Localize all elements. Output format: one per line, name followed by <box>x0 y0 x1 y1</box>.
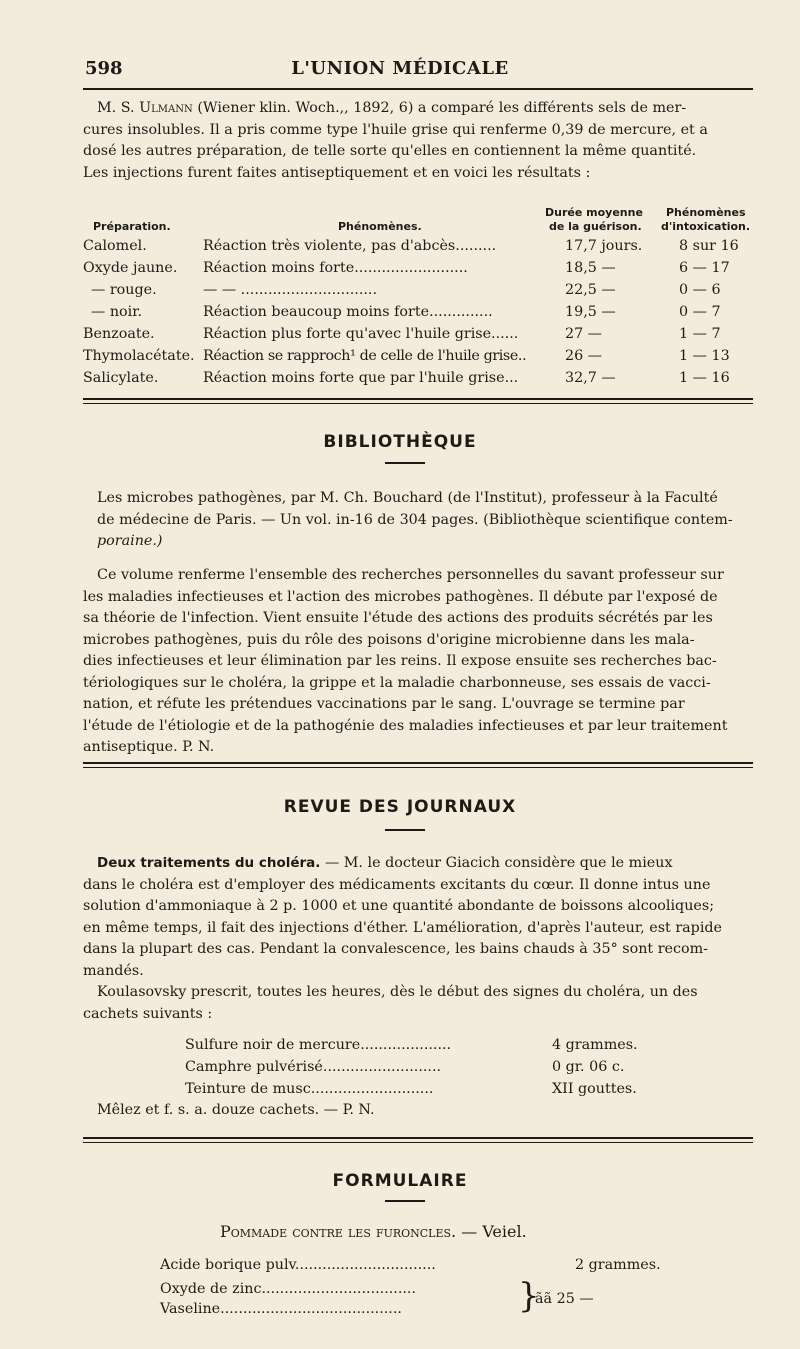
results-table <box>83 203 763 388</box>
bibliotheque-title: BIBLIOTHÈQUE <box>323 432 477 452</box>
body-line: microbes pathogènes, puis du rôle des poisons d'origine microbienne dans les mala- <box>83 631 695 648</box>
page-number: 598 <box>85 58 123 79</box>
title-underline <box>385 462 425 464</box>
section-divider <box>83 403 753 404</box>
section-divider <box>83 1137 753 1139</box>
citation-line-3: poraine.) <box>97 533 163 549</box>
title-underline <box>385 829 425 831</box>
formulaire-author: — Veiel. <box>461 1222 527 1241</box>
bibliotheque-citation <box>83 488 753 553</box>
revue-line: en même temps, il fait des injections d'éther. L'amélioration, d'après l'auteur, est rapide <box>83 919 723 936</box>
col-header-phenomenes: Phénomènes. <box>338 220 422 233</box>
revue-closing: Mêlez et f. s. a. douze cachets. — P. N. <box>97 1102 375 1118</box>
ulmann-line-4: Les injections furent faites antiseptiquement et en voici les résultats : <box>83 164 591 181</box>
ulmann-line-2: cures insolubles. Il a pris comme type l'huile grise qui renferme 0,39 de mercure, et a <box>83 121 708 138</box>
col-header-intox-1: Phénomènes <box>666 206 746 219</box>
ulmann-author: M. S. Ulmann <box>97 100 193 116</box>
revue-line: cachets suivants : <box>83 1005 213 1022</box>
body-line: tériologiques sur le choléra, la grippe et la maladie charbonneuse, ses essais de vacci- <box>83 674 711 691</box>
revue-line: solution d'ammoniaque à 2 p. 1000 et une quantité abondante de boissons alcooliques; <box>83 898 715 914</box>
ulmann-line-1: M. S. Ulmann (Wiener klin. Woch.,, 1892, 6) a comparé les différents sels de mer- <box>97 100 687 116</box>
revue-lead: Deux traitements du choléra. <box>97 855 321 871</box>
revue-paragraph-1 <box>83 853 753 1025</box>
revue-line: dans le choléra est d'employer des médicaments excitants du cœur. Il donne intus une <box>83 876 711 893</box>
section-divider <box>83 767 753 768</box>
col-header-duree-2: de la guérison. <box>549 220 642 233</box>
header-rule <box>83 88 753 90</box>
formulaire-subtitle: Pommade contre les furoncles. <box>220 1222 457 1241</box>
body-line: dies infectieuses et leur élimination par les reins. Il expose ensuite ses recherches bac- <box>83 653 717 669</box>
section-divider <box>83 1142 753 1143</box>
formula-row: Acide borique pulv............................... 2 grammes. <box>160 1257 661 1273</box>
body-line: Ce volume renferme l'ensemble des recherches personnelles du savant professeur sur <box>97 567 724 583</box>
citation-line-1: Les microbes pathogènes, par M. Ch. Bouchard (de l'Institut), professeur à la Faculté <box>97 490 718 506</box>
revue-title: REVUE DES JOURNAUX <box>283 797 517 817</box>
recipe-list <box>185 1034 685 1100</box>
title-underline <box>385 1200 425 1202</box>
formulaire-recipe <box>160 1254 700 1324</box>
formula-row: Vaseline........................................ <box>160 1301 402 1317</box>
formula-row: Oxyde de zinc.................................. <box>160 1281 417 1297</box>
table-row: Thymolacétate. Réaction se rapproch¹ de celle de l'huile grise.. 26 — 1 — 13 <box>83 348 730 364</box>
body-line: antiseptique. P. N. <box>83 739 215 755</box>
col-header-intox-2: d'intoxication. <box>661 220 751 233</box>
body-line: l'étude de l'étiologie et de la pathogénie des maladies infectieuses et par leur traitement <box>83 717 728 734</box>
table-row: Benzoate. Réaction plus forte qu'avec l'huile grise...... 27 — 1 — 7 <box>83 326 721 342</box>
recipe-row: Sulfure noir de mercure.................... 4 grammes. <box>185 1037 638 1053</box>
col-header-preparation: Préparation. <box>93 220 171 233</box>
section-divider <box>83 762 753 764</box>
body-line: nation, et réfute les prétendues vaccinations par le sang. L'ouvrage se termine par <box>83 696 685 712</box>
table-row: — rouge. — — .............................. 22,5 — 0 — 6 <box>91 282 721 298</box>
revue-line: dans la plupart des cas. Pendant la convalescence, les bains chauds à 35° sont recom- <box>83 941 709 957</box>
brace-dose: ãã 25 — <box>535 1291 594 1307</box>
citation-line-2: de médecine de Paris. — Un vol. in-16 de 304 pages. (Bibliothèque scientifique contem- <box>97 511 733 528</box>
table-row: Oxyde jaune. Réaction moins forte......................... 18,5 — 6 — 17 <box>83 260 730 276</box>
col-header-duree-1: Durée moyenne <box>545 206 643 219</box>
body-line: sa théorie de l'infection. Vient ensuite l'étude des actions des produits sécrétés par les <box>83 610 713 626</box>
formulaire-subtitle-line <box>220 1222 720 1241</box>
ulmann-line-3: dosé les autres préparation, de telle sorte qu'elles en contiennent la même quantité. <box>83 143 697 159</box>
table-row: Calomel. Réaction très violente, pas d'abcès......... 17,7 jours. 8 sur 16 <box>83 238 739 254</box>
recipe-row: Camphre pulvérisé.......................... 0 gr. 06 c. <box>185 1059 625 1075</box>
brace-symbol: } <box>518 1276 540 1316</box>
formulaire-title: FORMULAIRE <box>332 1171 468 1191</box>
table-row: — noir. Réaction beaucoup moins forte.............. 19,5 — 0 — 7 <box>91 304 721 320</box>
revue-line-1: Deux traitements du choléra. — M. le docteur Giacich considère que le mieux <box>97 855 673 871</box>
revue-line: mandés. <box>83 962 144 979</box>
recipe-row: Teinture de musc........................... XII gouttes. <box>185 1081 637 1097</box>
table-row: Salicylate. Réaction moins forte que par l'huile grise... 32,7 — 1 — 16 <box>83 370 730 386</box>
section-divider <box>83 398 753 400</box>
bibliotheque-body <box>83 565 753 759</box>
ulmann-paragraph <box>83 98 753 184</box>
revue-line: Koulasovsky prescrit, toutes les heures, dès le début des signes du choléra, un des <box>97 984 698 1000</box>
running-title: L'UNION MÉDICALE <box>291 58 509 79</box>
body-line: les maladies infectieuses et l'action des microbes pathogènes. Il débute par l'exposé de <box>83 588 718 605</box>
